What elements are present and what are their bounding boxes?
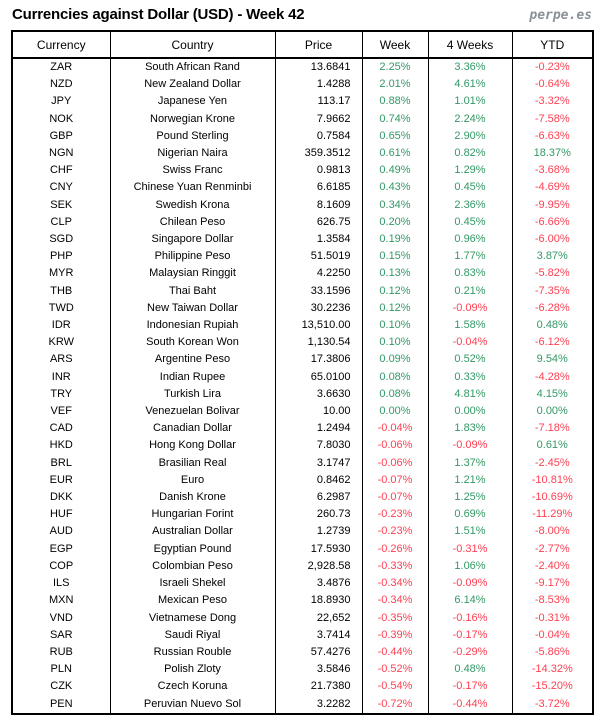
ytd-change: 9.54%: [512, 351, 593, 368]
ytd-change: -6.28%: [512, 300, 593, 317]
four-weeks-change: 1.83%: [428, 420, 512, 437]
four-weeks-change: 0.69%: [428, 506, 512, 523]
price-value: 4.2250: [275, 265, 362, 282]
ytd-change: -10.69%: [512, 489, 593, 506]
week-change: -0.33%: [362, 558, 428, 575]
country-name: Vietnamese Dong: [110, 610, 275, 627]
table-row: [12, 489, 593, 506]
four-weeks-change: 0.96%: [428, 231, 512, 248]
country-name: Philippine Peso: [110, 248, 275, 265]
week-change: 0.34%: [362, 197, 428, 214]
price-value: 113.17: [275, 93, 362, 110]
four-weeks-change: 0.83%: [428, 265, 512, 282]
column-header-week: Week: [362, 31, 428, 58]
week-change: -0.26%: [362, 541, 428, 558]
four-weeks-change: -0.09%: [428, 575, 512, 592]
ytd-change: -3.68%: [512, 162, 593, 179]
week-change: 0.88%: [362, 93, 428, 110]
week-change: -0.23%: [362, 523, 428, 540]
column-header-price: Price: [275, 31, 362, 58]
price-value: 0.8462: [275, 472, 362, 489]
country-name: Euro: [110, 472, 275, 489]
four-weeks-change: -0.09%: [428, 437, 512, 454]
week-change: 0.20%: [362, 214, 428, 231]
table-row: [12, 386, 593, 403]
currency-code: SEK: [12, 197, 110, 214]
country-name: Czech Koruna: [110, 678, 275, 695]
country-name: Japanese Yen: [110, 93, 275, 110]
table-row: [12, 214, 593, 231]
country-name: Canadian Dollar: [110, 420, 275, 437]
currency-code: EUR: [12, 472, 110, 489]
week-change: 2.01%: [362, 76, 428, 93]
currency-code: HUF: [12, 506, 110, 523]
table-row: [12, 420, 593, 437]
table-row: [12, 283, 593, 300]
week-change: -0.23%: [362, 506, 428, 523]
ytd-change: -14.32%: [512, 661, 593, 678]
ytd-change: -15.20%: [512, 678, 593, 695]
country-name: Saudi Riyal: [110, 627, 275, 644]
table-header: [12, 31, 593, 58]
country-name: Egyptian Pound: [110, 541, 275, 558]
week-change: 0.09%: [362, 351, 428, 368]
country-name: Australian Dollar: [110, 523, 275, 540]
currency-code: MYR: [12, 265, 110, 282]
table-row: [12, 403, 593, 420]
price-value: 6.6185: [275, 179, 362, 196]
table-row: [12, 334, 593, 351]
currency-code: PLN: [12, 661, 110, 678]
table-row: [12, 541, 593, 558]
currency-code: GBP: [12, 128, 110, 145]
ytd-change: -3.72%: [512, 696, 593, 714]
country-name: New Taiwan Dollar: [110, 300, 275, 317]
currency-code: ILS: [12, 575, 110, 592]
header-row: [12, 31, 593, 58]
table-row: [12, 455, 593, 472]
ytd-change: -5.86%: [512, 644, 593, 661]
week-change: 0.43%: [362, 179, 428, 196]
four-weeks-change: 0.21%: [428, 283, 512, 300]
table-row: [12, 627, 593, 644]
price-value: 65.0100: [275, 369, 362, 386]
currency-code: NOK: [12, 111, 110, 128]
currency-code: NZD: [12, 76, 110, 93]
currency-code: JPY: [12, 93, 110, 110]
price-value: 626.75: [275, 214, 362, 231]
week-change: 0.08%: [362, 386, 428, 403]
price-value: 2,928.58: [275, 558, 362, 575]
four-weeks-change: 1.37%: [428, 455, 512, 472]
ytd-change: -11.29%: [512, 506, 593, 523]
four-weeks-change: 3.36%: [428, 58, 512, 76]
week-change: -0.06%: [362, 455, 428, 472]
four-weeks-change: 0.82%: [428, 145, 512, 162]
price-value: 57.4276: [275, 644, 362, 661]
four-weeks-change: 0.52%: [428, 351, 512, 368]
week-change: 0.49%: [362, 162, 428, 179]
currency-code: DKK: [12, 489, 110, 506]
price-value: 0.7584: [275, 128, 362, 145]
four-weeks-change: 1.06%: [428, 558, 512, 575]
table-row: [12, 300, 593, 317]
ytd-change: -7.18%: [512, 420, 593, 437]
four-weeks-change: -0.16%: [428, 610, 512, 627]
ytd-change: -6.66%: [512, 214, 593, 231]
ytd-change: 0.00%: [512, 403, 593, 420]
currency-code: CHF: [12, 162, 110, 179]
country-name: Israeli Shekel: [110, 575, 275, 592]
country-name: Colombian Peso: [110, 558, 275, 575]
four-weeks-change: 0.45%: [428, 214, 512, 231]
ytd-change: -2.77%: [512, 541, 593, 558]
week-change: 0.19%: [362, 231, 428, 248]
table-row: [12, 197, 593, 214]
ytd-change: -8.53%: [512, 592, 593, 609]
four-weeks-change: -0.31%: [428, 541, 512, 558]
currency-code: CAD: [12, 420, 110, 437]
four-weeks-change: 1.25%: [428, 489, 512, 506]
ytd-change: -4.28%: [512, 369, 593, 386]
table-row: [12, 162, 593, 179]
price-value: 7.9662: [275, 111, 362, 128]
week-change: -0.07%: [362, 472, 428, 489]
four-weeks-change: -0.04%: [428, 334, 512, 351]
price-value: 13,510.00: [275, 317, 362, 334]
country-name: Turkish Lira: [110, 386, 275, 403]
country-name: Hungarian Forint: [110, 506, 275, 523]
ytd-change: -3.32%: [512, 93, 593, 110]
ytd-change: -0.23%: [512, 58, 593, 76]
currency-code: KRW: [12, 334, 110, 351]
price-value: 21.7380: [275, 678, 362, 695]
country-name: New Zealand Dollar: [110, 76, 275, 93]
week-change: -0.35%: [362, 610, 428, 627]
price-value: 3.5846: [275, 661, 362, 678]
country-name: Venezuelan Bolivar: [110, 403, 275, 420]
table-row: [12, 610, 593, 627]
brand-logo[interactable]: perpe.es: [529, 8, 592, 23]
page-title: Currencies against Dollar (USD) - Week 42: [12, 6, 305, 23]
price-value: 359.3512: [275, 145, 362, 162]
currency-code: INR: [12, 369, 110, 386]
week-change: 0.10%: [362, 334, 428, 351]
week-change: 0.10%: [362, 317, 428, 334]
ytd-change: -5.82%: [512, 265, 593, 282]
country-name: Peruvian Nuevo Sol: [110, 696, 275, 714]
price-value: 6.2987: [275, 489, 362, 506]
table-row: [12, 265, 593, 282]
four-weeks-change: 4.61%: [428, 76, 512, 93]
week-change: 0.74%: [362, 111, 428, 128]
column-header-currency: Currency: [12, 31, 110, 58]
ytd-change: 4.15%: [512, 386, 593, 403]
country-name: Mexican Peso: [110, 592, 275, 609]
currency-code: SGD: [12, 231, 110, 248]
ytd-change: -0.04%: [512, 627, 593, 644]
country-name: Chinese Yuan Renminbi: [110, 179, 275, 196]
ytd-change: -6.12%: [512, 334, 593, 351]
week-change: -0.52%: [362, 661, 428, 678]
price-value: 3.1747: [275, 455, 362, 472]
four-weeks-change: 0.45%: [428, 179, 512, 196]
price-value: 260.73: [275, 506, 362, 523]
ytd-change: -7.35%: [512, 283, 593, 300]
price-value: 1.2739: [275, 523, 362, 540]
ytd-change: -8.00%: [512, 523, 593, 540]
table-row: [12, 231, 593, 248]
title-bar: [0, 0, 604, 28]
table-row: [12, 506, 593, 523]
price-value: 22,652: [275, 610, 362, 627]
table-row: [12, 644, 593, 661]
four-weeks-change: -0.17%: [428, 678, 512, 695]
ytd-change: -0.64%: [512, 76, 593, 93]
week-change: 2.25%: [362, 58, 428, 76]
table-row: [12, 558, 593, 575]
column-header-ytd: YTD: [512, 31, 593, 58]
week-change: 0.15%: [362, 248, 428, 265]
currency-code: HKD: [12, 437, 110, 454]
four-weeks-change: 6.14%: [428, 592, 512, 609]
four-weeks-change: 0.48%: [428, 661, 512, 678]
price-value: 3.6630: [275, 386, 362, 403]
week-change: 0.65%: [362, 128, 428, 145]
table-row: [12, 369, 593, 386]
four-weeks-change: 4.81%: [428, 386, 512, 403]
price-value: 13.6841: [275, 58, 362, 76]
currency-code: TWD: [12, 300, 110, 317]
currency-code: VEF: [12, 403, 110, 420]
four-weeks-change: -0.44%: [428, 696, 512, 714]
price-value: 3.7414: [275, 627, 362, 644]
currency-code: EGP: [12, 541, 110, 558]
country-name: Polish Zloty: [110, 661, 275, 678]
country-name: Chilean Peso: [110, 214, 275, 231]
table-row: [12, 128, 593, 145]
country-name: Nigerian Naira: [110, 145, 275, 162]
price-value: 10.00: [275, 403, 362, 420]
ytd-change: 18.37%: [512, 145, 593, 162]
currency-code: AUD: [12, 523, 110, 540]
price-value: 3.2282: [275, 696, 362, 714]
currency-code: VND: [12, 610, 110, 627]
country-name: Indonesian Rupiah: [110, 317, 275, 334]
four-weeks-change: 1.29%: [428, 162, 512, 179]
ytd-change: -2.40%: [512, 558, 593, 575]
country-name: Danish Krone: [110, 489, 275, 506]
country-name: Swedish Krona: [110, 197, 275, 214]
price-value: 30.2236: [275, 300, 362, 317]
price-value: 0.9813: [275, 162, 362, 179]
week-change: -0.44%: [362, 644, 428, 661]
currency-code: PEN: [12, 696, 110, 714]
price-value: 1.2494: [275, 420, 362, 437]
ytd-change: 3.87%: [512, 248, 593, 265]
currency-code: CZK: [12, 678, 110, 695]
week-change: 0.13%: [362, 265, 428, 282]
week-change: -0.07%: [362, 489, 428, 506]
four-weeks-change: 1.01%: [428, 93, 512, 110]
table-row: [12, 111, 593, 128]
price-value: 1.4288: [275, 76, 362, 93]
country-name: Malaysian Ringgit: [110, 265, 275, 282]
table-row: [12, 179, 593, 196]
price-value: 33.1596: [275, 283, 362, 300]
table-row: [12, 317, 593, 334]
ytd-change: -2.45%: [512, 455, 593, 472]
four-weeks-change: 1.21%: [428, 472, 512, 489]
ytd-change: -0.31%: [512, 610, 593, 627]
week-change: -0.34%: [362, 575, 428, 592]
country-name: Brasilian Real: [110, 455, 275, 472]
currency-code: ZAR: [12, 58, 110, 76]
ytd-change: -9.17%: [512, 575, 593, 592]
four-weeks-change: 1.77%: [428, 248, 512, 265]
week-change: -0.06%: [362, 437, 428, 454]
currency-code: CNY: [12, 179, 110, 196]
table-row: [12, 93, 593, 110]
week-change: -0.04%: [362, 420, 428, 437]
price-value: 3.4876: [275, 575, 362, 592]
table-body: [12, 58, 593, 714]
week-change: -0.72%: [362, 696, 428, 714]
currency-code: THB: [12, 283, 110, 300]
country-name: Swiss Franc: [110, 162, 275, 179]
four-weeks-change: 1.51%: [428, 523, 512, 540]
country-name: Pound Sterling: [110, 128, 275, 145]
table-row: [12, 58, 593, 76]
currency-code: COP: [12, 558, 110, 575]
currency-code: ARS: [12, 351, 110, 368]
table-row: [12, 696, 593, 714]
week-change: -0.34%: [362, 592, 428, 609]
ytd-change: -4.69%: [512, 179, 593, 196]
week-change: 0.08%: [362, 369, 428, 386]
table-row: [12, 145, 593, 162]
country-name: Argentine Peso: [110, 351, 275, 368]
ytd-change: -10.81%: [512, 472, 593, 489]
currency-code: RUB: [12, 644, 110, 661]
price-value: 1,130.54: [275, 334, 362, 351]
currency-code: MXN: [12, 592, 110, 609]
week-change: 0.12%: [362, 300, 428, 317]
country-name: Thai Baht: [110, 283, 275, 300]
four-weeks-change: -0.29%: [428, 644, 512, 661]
four-weeks-change: 1.58%: [428, 317, 512, 334]
table-row: [12, 592, 593, 609]
price-value: 51.5019: [275, 248, 362, 265]
currency-code: BRL: [12, 455, 110, 472]
price-value: 17.3806: [275, 351, 362, 368]
four-weeks-change: 0.00%: [428, 403, 512, 420]
week-change: -0.39%: [362, 627, 428, 644]
four-weeks-change: 2.90%: [428, 128, 512, 145]
price-value: 1.3584: [275, 231, 362, 248]
price-value: 8.1609: [275, 197, 362, 214]
week-change: 0.61%: [362, 145, 428, 162]
table-row: [12, 678, 593, 695]
four-weeks-change: -0.09%: [428, 300, 512, 317]
week-change: 0.12%: [362, 283, 428, 300]
currency-code: PHP: [12, 248, 110, 265]
currency-code: IDR: [12, 317, 110, 334]
country-name: Russian Rouble: [110, 644, 275, 661]
currency-code: SAR: [12, 627, 110, 644]
week-change: -0.54%: [362, 678, 428, 695]
table-row: [12, 76, 593, 93]
country-name: Singapore Dollar: [110, 231, 275, 248]
table-row: [12, 248, 593, 265]
ytd-change: -9.95%: [512, 197, 593, 214]
ytd-change: -6.00%: [512, 231, 593, 248]
currency-code: CLP: [12, 214, 110, 231]
price-value: 18.8930: [275, 592, 362, 609]
currency-code: TRY: [12, 386, 110, 403]
four-weeks-change: 2.36%: [428, 197, 512, 214]
four-weeks-change: 2.24%: [428, 111, 512, 128]
table-row: [12, 523, 593, 540]
ytd-change: 0.48%: [512, 317, 593, 334]
table-row: [12, 437, 593, 454]
ytd-change: 0.61%: [512, 437, 593, 454]
table-row: [12, 575, 593, 592]
table-row: [12, 472, 593, 489]
price-value: 7.8030: [275, 437, 362, 454]
country-name: Norwegian Krone: [110, 111, 275, 128]
column-header-country: Country: [110, 31, 275, 58]
country-name: Indian Rupee: [110, 369, 275, 386]
table-row: [12, 661, 593, 678]
ytd-change: -6.63%: [512, 128, 593, 145]
column-header-4weeks: 4 Weeks: [428, 31, 512, 58]
currency-code: NGN: [12, 145, 110, 162]
country-name: South African Rand: [110, 58, 275, 76]
table-row: [12, 351, 593, 368]
week-change: 0.00%: [362, 403, 428, 420]
ytd-change: -7.58%: [512, 111, 593, 128]
four-weeks-change: 0.33%: [428, 369, 512, 386]
country-name: Hong Kong Dollar: [110, 437, 275, 454]
four-weeks-change: -0.17%: [428, 627, 512, 644]
country-name: South Korean Won: [110, 334, 275, 351]
currency-table: [11, 30, 594, 715]
price-value: 17.5930: [275, 541, 362, 558]
